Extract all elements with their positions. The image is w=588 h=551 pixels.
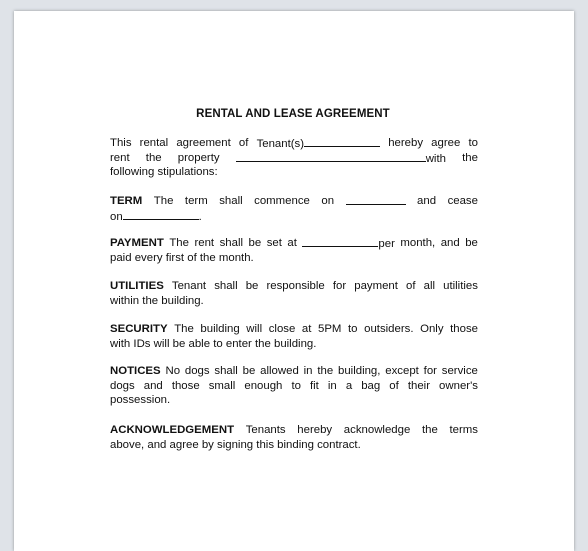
security-paragraph: SECURITY The building will close at 5PM to outsiders. Only those with IDs will be able to enter the building. (110, 323, 478, 350)
document-page (14, 11, 574, 551)
term-heading: TERM (110, 195, 143, 207)
document-title: RENTAL AND LEASE AGREEMENT (196, 108, 390, 120)
end-date-blank[interactable] (123, 209, 199, 220)
notices-heading: NOTICES (110, 365, 161, 377)
property-address-blank[interactable] (236, 151, 426, 162)
payment-paragraph: PAYMENT The rent shall be set at per month, and be paid every first of the month. (110, 237, 478, 264)
payment-heading: PAYMENT (110, 237, 164, 249)
term-paragraph: TERM The term shall commence on and cease on . (110, 195, 478, 223)
start-date-blank[interactable] (346, 194, 406, 205)
rent-amount-blank[interactable] (302, 236, 378, 247)
intro-paragraph: This rental agreement of Tenant(s) hereby agree to rent the property with the following stipulations: (110, 137, 478, 178)
utilities-paragraph: UTILITIES Tenant shall be responsible for payment of all utilities within the building. (110, 280, 478, 307)
acknowledgement-paragraph: ACKNOWLEDGEMENT Tenants hereby acknowledge the terms above, and agree by signing this binding contract. (110, 424, 478, 451)
tenant-name-blank[interactable] (304, 136, 380, 147)
acknowledgement-heading: ACKNOWLEDGEMENT (110, 424, 235, 436)
security-heading: SECURITY (110, 323, 168, 335)
notices-paragraph: NOTICES No dogs shall be allowed in the building, except for service dogs and those small enough to fit in a bag of their owner's possession. (110, 365, 478, 406)
utilities-heading: UTILITIES (110, 280, 164, 292)
